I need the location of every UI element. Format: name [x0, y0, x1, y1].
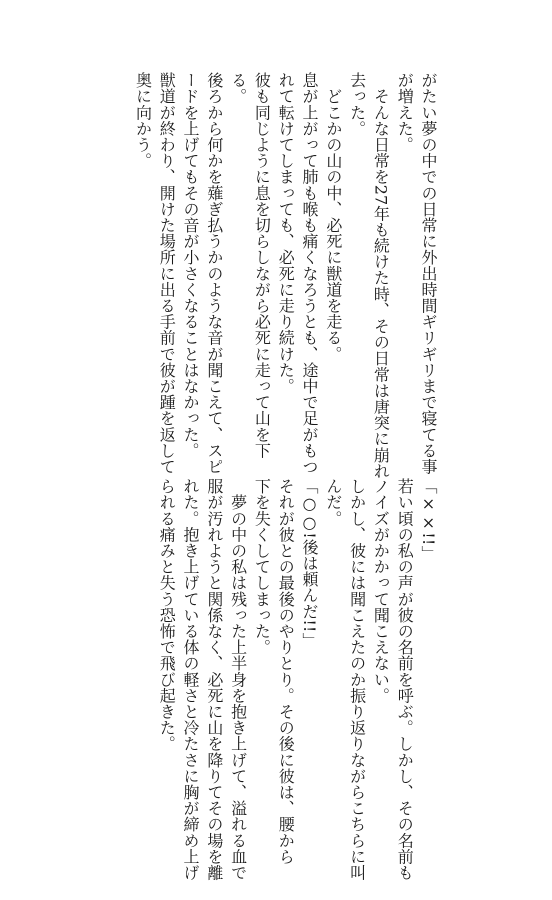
text-line: それが彼との最後のやりとり。その後に彼は、腰から	[276, 478, 296, 865]
text-line: れて転けてしまっても、必死に走り続けた。	[276, 72, 296, 394]
text-line: 下を失くしてしまった。	[252, 478, 272, 656]
text-line: 「××!!」	[419, 478, 438, 562]
upper-text-block	[131, 72, 440, 479]
text-line: 奥に向かう。	[133, 72, 153, 169]
text-line: 夢の中の私は残った上半身を抱き上げて、溢れる血で	[228, 478, 248, 881]
text-line: 彼も同じように息を切らしながら必死に走って山を下	[252, 72, 272, 459]
text-line: 息が上がって肺も喉も痛くなろうとも、途中で足がもつ	[300, 72, 320, 475]
text-line: 後ろから何かを薙ぎ払うかのような音が聞こえて、スピ	[204, 72, 224, 475]
text-line: んだ。	[323, 478, 343, 527]
text-line: ノイズがかかって聞こえない。	[371, 478, 391, 704]
text-line: 若い頃の私の声が彼の名前を呼ぶ。しかし、その名前も	[395, 478, 415, 881]
text-line: がたい夢の中での日常に外出時間ギリギリまで寝てる事	[419, 72, 438, 475]
text-line: どこかの山の中、必死に獣道を走る。	[323, 72, 343, 362]
text-line: られる痛みと失う恐怖で飛び起きた。	[157, 478, 177, 752]
text-line: 「○○!後は頼んだ!!」	[300, 478, 320, 649]
text-line: る。	[228, 72, 248, 105]
text-line: 去った。	[347, 72, 367, 137]
text-line: そんな日常を27年も続けた時、その日常は唐突に崩れ	[371, 72, 391, 479]
lower-text-block	[154, 478, 440, 881]
text-line: 服が汚れようと関係なく、必死に山を降りてその場を離	[204, 478, 224, 881]
text-line: れた。抱き上げている体の軽さと冷たさに胸が締め上げ	[181, 478, 201, 881]
text-line: が増えた。	[395, 72, 415, 153]
text-line: ードを上げてもその音が小さくなることはなかった。	[181, 72, 201, 459]
text-line: 獣道が終わり、開けた場所に出る手前で彼が踵を返して	[157, 72, 177, 475]
text-line: しかし、彼には聞こえたのか振り返りながらこちらに叫	[347, 478, 367, 881]
